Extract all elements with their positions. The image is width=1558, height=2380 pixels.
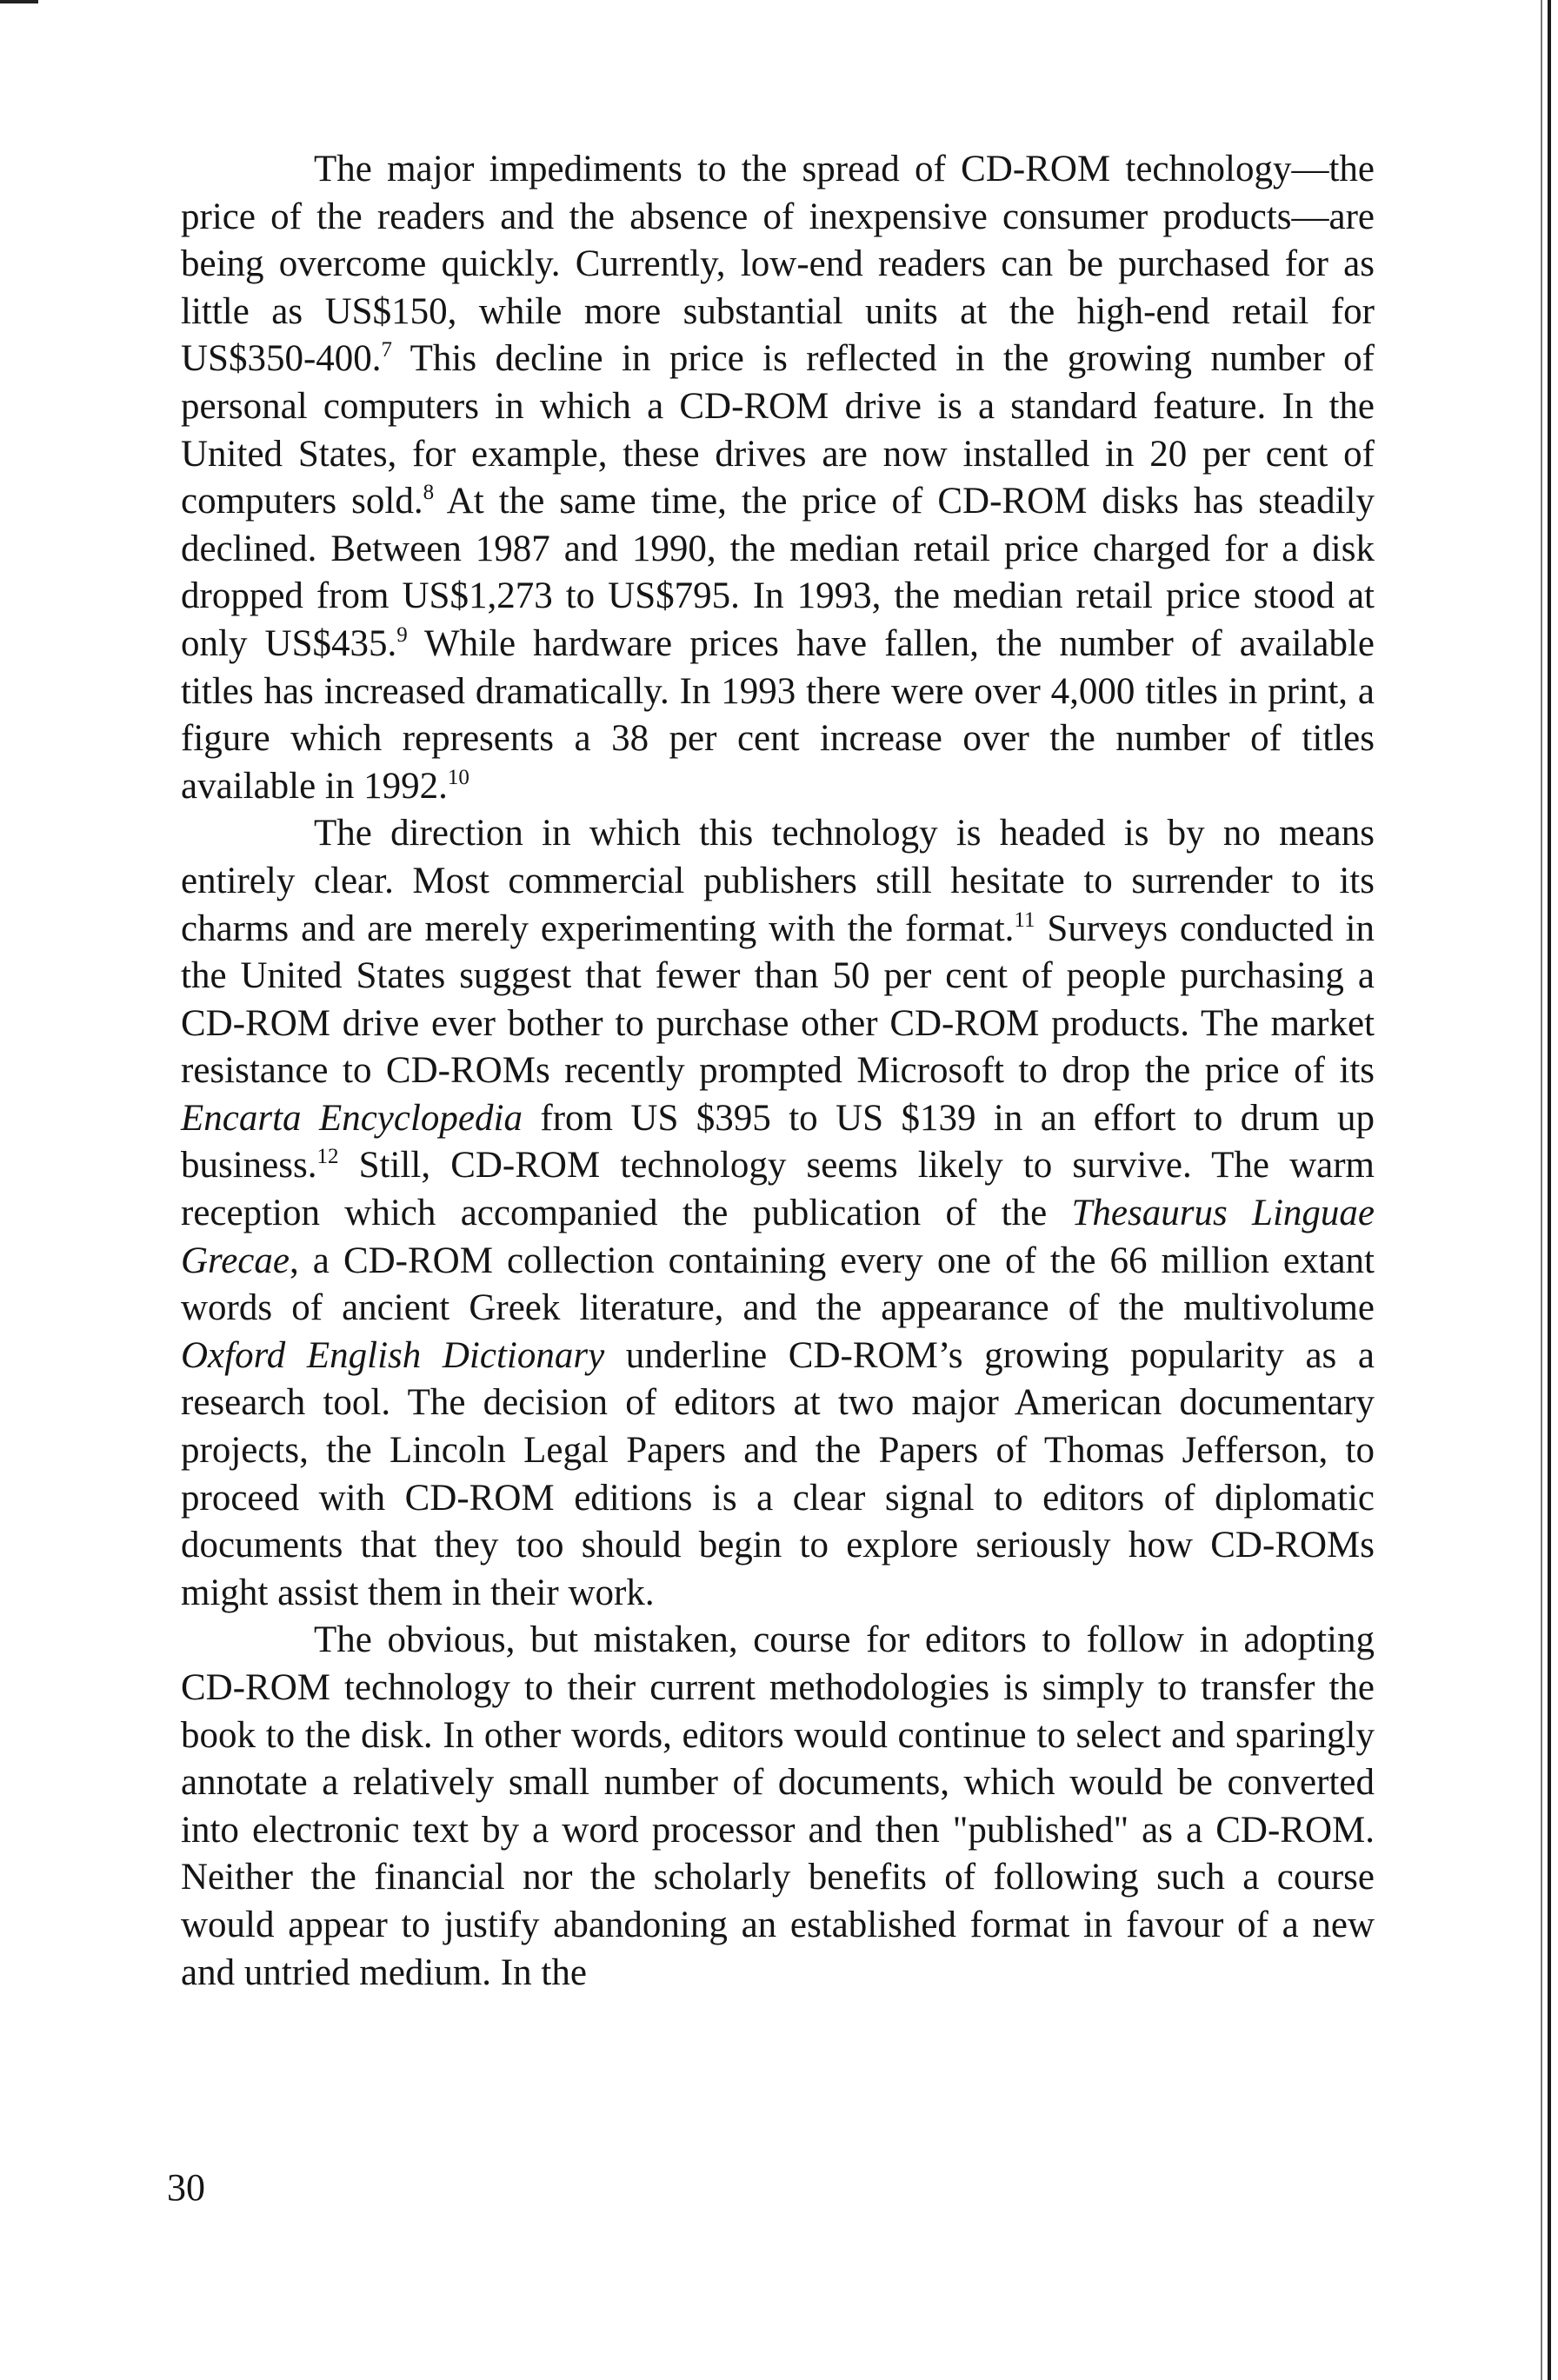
text-run: Still, CD-ROM technology seems likely to survive. The warm reception which accompanied the publication of the (181, 1145, 1375, 1234)
paragraph-1 (181, 146, 1375, 810)
page-number: 30 (167, 2166, 205, 2209)
scan-right-edge (1548, 0, 1551, 2380)
text-run: underline CD-ROM’s growing popularity as a research tool. The decision of editors at two major American documentary projects, the Lincoln Legal Papers and the Papers of Thomas Jefferson, to proceed with CD-ROM editions is a clear signal to editors of diplomatic documents that they too should begin to explore seriously how CD-ROMs might assist them in their work. (181, 1334, 1375, 1613)
italic-title: Thesaurus Linguae Grecae (181, 1193, 1375, 1281)
scan-right-edge-shadow (1541, 0, 1542, 2380)
italic-title: Encarta Encyclopedia (181, 1097, 523, 1139)
body-text (181, 146, 1375, 1997)
italic-title: Oxford English Dictionary (181, 1334, 605, 1376)
text-run: While hardware prices have fallen, the number of available titles has increased dramatically. In 1993 there were over 4,000 titles in print, a figure which represents a 38 per cent increase over the number of titles available in 1992. (181, 622, 1375, 807)
text-run: The major impediments to the spread of CD-ROM technology—the price of the readers and the absence of inexpensive consumer products—are being overcome quickly. Currently, low-end readers can be purchased for as little as US$150, while more substantial units at the high-end retail for US$350-400. (181, 149, 1375, 380)
text-run: from US $395 to US $139 in an effort to drum up business. (181, 1097, 1375, 1187)
footnote-marker: 10 (447, 765, 469, 789)
footnote-marker: 9 (396, 622, 408, 647)
footnote-marker: 11 (1014, 907, 1035, 932)
footnote-marker: 8 (423, 481, 435, 505)
text-run: The direction in which this technology is headed is by no means entirely clear. Most commercial publishers still hesitate to surrender to its charms and are merely experimenting with the format. (181, 813, 1375, 949)
text-run: This decline in price is reflected in the growing number of personal computers in which a CD-ROM drive is a standard feature. In the United States, for example, these drives are now installed in 20 per cent of computers sold. (181, 338, 1375, 522)
paragraph-3 (181, 1617, 1375, 1997)
text-run: , a CD-ROM collection containing every one of the 66 million extant words of ancient Greek literature, and the appearance of the multivolume (181, 1240, 1375, 1329)
text-run: At the same time, the price of CD-ROM disks has steadily declined. Between 1987 and 1990, the median retail price charged for a disk dropped from US$1,273 to US$795. In 1993, the median retail price stood at only US$435. (181, 481, 1375, 664)
paragraph-2 (181, 810, 1375, 1617)
footnote-marker: 7 (381, 338, 393, 362)
footnote-marker: 12 (316, 1145, 339, 1169)
text-run: Surveys conducted in the United States suggest that fewer than 50 per cent of people purchasing a CD-ROM drive ever bother to purchase other CD-ROM products. The market resistance to CD-ROMs recently prompted Microsoft to drop the price of its (181, 907, 1375, 1092)
scan-corner-mark (0, 0, 38, 3)
text-run: The obvious, but mistaken, course for editors to follow in adopting CD-ROM technology to their current methodologies is simply to transfer the book to the disk. In other words, editors would continue to select and sparingly annotate a relatively small number of documents, which would be converted into electronic text by a word processor and then "published" as a CD-ROM. Neither the financial nor the scholarly benefits of following such a course would appear to justify abandoning an established format in favour of a new and untried medium. In the (181, 1619, 1375, 1993)
